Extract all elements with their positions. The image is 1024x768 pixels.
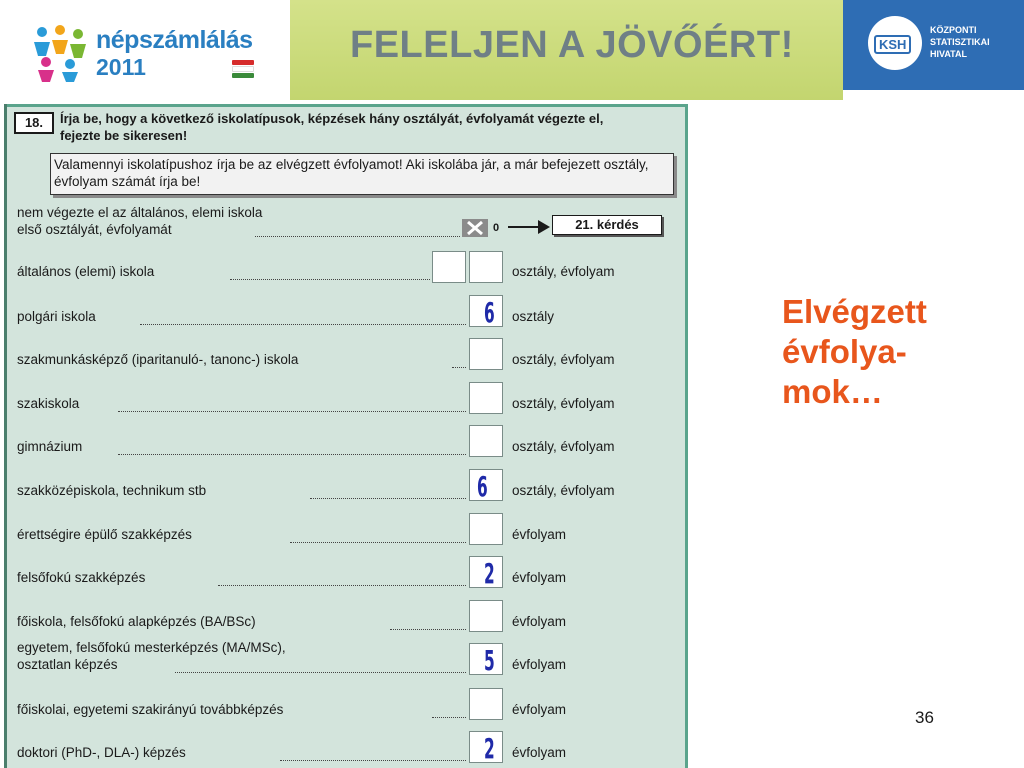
digit-box[interactable] [469, 382, 503, 414]
handwritten-value: 2 [484, 557, 495, 590]
skip-target-badge: 21. kérdés [552, 215, 662, 235]
digit-box[interactable] [469, 600, 503, 632]
row-unit: osztály, évfolyam [512, 396, 615, 411]
digit-box-tens[interactable] [432, 251, 466, 283]
census-figures-icon [30, 22, 94, 82]
row-unit: évfolyam [512, 702, 567, 717]
row-unit: osztály, évfolyam [512, 264, 615, 279]
row-label: egyetem, felsőfokú mesterképzés (MA/MSc), [17, 640, 286, 655]
logo-title: népszámlálás [96, 26, 253, 54]
row-unit: osztály, évfolyam [512, 352, 615, 367]
ksh-badge-text: KSH [874, 35, 911, 54]
row-label-line2: első osztályát, évfolyamát [17, 222, 172, 237]
dotted-leader [280, 759, 466, 761]
header [0, 0, 1024, 100]
side-annotation-line-3: mok… [782, 373, 883, 410]
skip-zero-label: 0 [493, 222, 500, 234]
row-label: általános (elemi) iskola [17, 264, 155, 279]
row-label: nem végezte el az általános, elemi iskola [17, 205, 263, 220]
row-unit: évfolyam [512, 527, 567, 542]
row-label-line2: osztatlan képzés [17, 657, 118, 672]
ksh-line-1: KÖZPONTI [930, 25, 977, 35]
row-label: doktori (PhD-, DLA-) képzés [17, 745, 186, 760]
row-label: érettségire épülő szakképzés [17, 527, 192, 542]
arrow-head-icon [538, 220, 550, 234]
logo-year: 2011 [96, 54, 146, 80]
handwritten-value: 5 [484, 644, 495, 677]
row-unit: évfolyam [512, 745, 567, 760]
row-unit: osztály, évfolyam [512, 439, 615, 454]
row-unit: évfolyam [512, 570, 567, 585]
dotted-leader [290, 541, 466, 543]
row-label: főiskolai, egyetemi szakirányú továbbképzés [17, 702, 284, 717]
side-annotation [782, 292, 1002, 412]
row-label: szakközépiskola, technikum stb [17, 483, 207, 498]
dotted-leader [230, 278, 430, 280]
row-unit: évfolyam [512, 614, 567, 629]
digit-box-units[interactable] [469, 251, 503, 283]
dotted-leader [140, 323, 466, 325]
dotted-leader [255, 235, 460, 237]
digit-box[interactable] [469, 513, 503, 545]
dotted-leader [118, 410, 466, 412]
dotted-leader [390, 628, 466, 630]
dotted-leader [175, 671, 466, 673]
hungarian-flag-icon [232, 60, 254, 76]
handwritten-value: 6 [477, 470, 488, 503]
digit-box[interactable] [469, 425, 503, 457]
form-left-border [4, 104, 7, 768]
question-text: Írja be, hogy a következő iskolatípusok, képzések hány osztályát, évfolyamát végezte el, fejezte be sikeresen! [60, 111, 604, 143]
form-right-border [685, 104, 688, 768]
row-label: szakiskola [17, 396, 80, 411]
digit-box[interactable] [469, 338, 503, 370]
side-annotation-line-1: Elvégzett [782, 293, 927, 330]
row-label: polgári iskola [17, 309, 96, 324]
row-unit: osztály, évfolyam [512, 483, 615, 498]
ksh-logo-icon [868, 16, 922, 70]
question-number: 18. [14, 112, 54, 134]
ksh-name [930, 24, 1020, 60]
row-unit: évfolyam [512, 657, 567, 672]
row-label: gimnázium [17, 439, 83, 454]
row-label: szakmunkásképző (iparitanuló-, tanonc-) iskola [17, 352, 299, 367]
dotted-leader [218, 584, 466, 586]
dotted-leader [118, 453, 466, 455]
row-label: főiskola, felsőfokú alapképzés (BA/BSc) [17, 614, 256, 629]
handwritten-value: 2 [484, 732, 495, 765]
ksh-line-3: HIVATAL [930, 49, 967, 59]
slogan-text: FELELJEN A JÖVŐÉRT! [350, 24, 794, 66]
census-logo [0, 0, 290, 100]
skip-checkbox[interactable] [462, 219, 488, 237]
ksh-line-2: STATISZTIKAI [930, 37, 990, 47]
row-label: felsőfokú szakképzés [17, 570, 146, 585]
handwritten-value: 6 [484, 296, 495, 329]
instruction-text: Valamennyi iskolatípushoz írja be az elvégzett évfolyamot! Aki iskolába jár, a már befejezett osztály, évfolyam számát írja be! [54, 157, 649, 189]
digit-box[interactable] [469, 688, 503, 720]
page-number: 36 [915, 708, 934, 727]
close-icon [462, 219, 488, 237]
row-unit: osztály [512, 309, 555, 324]
side-annotation-line-2: évfolya- [782, 333, 907, 370]
dotted-leader [310, 497, 466, 499]
dotted-leader [432, 716, 466, 718]
dotted-leader [452, 366, 466, 368]
